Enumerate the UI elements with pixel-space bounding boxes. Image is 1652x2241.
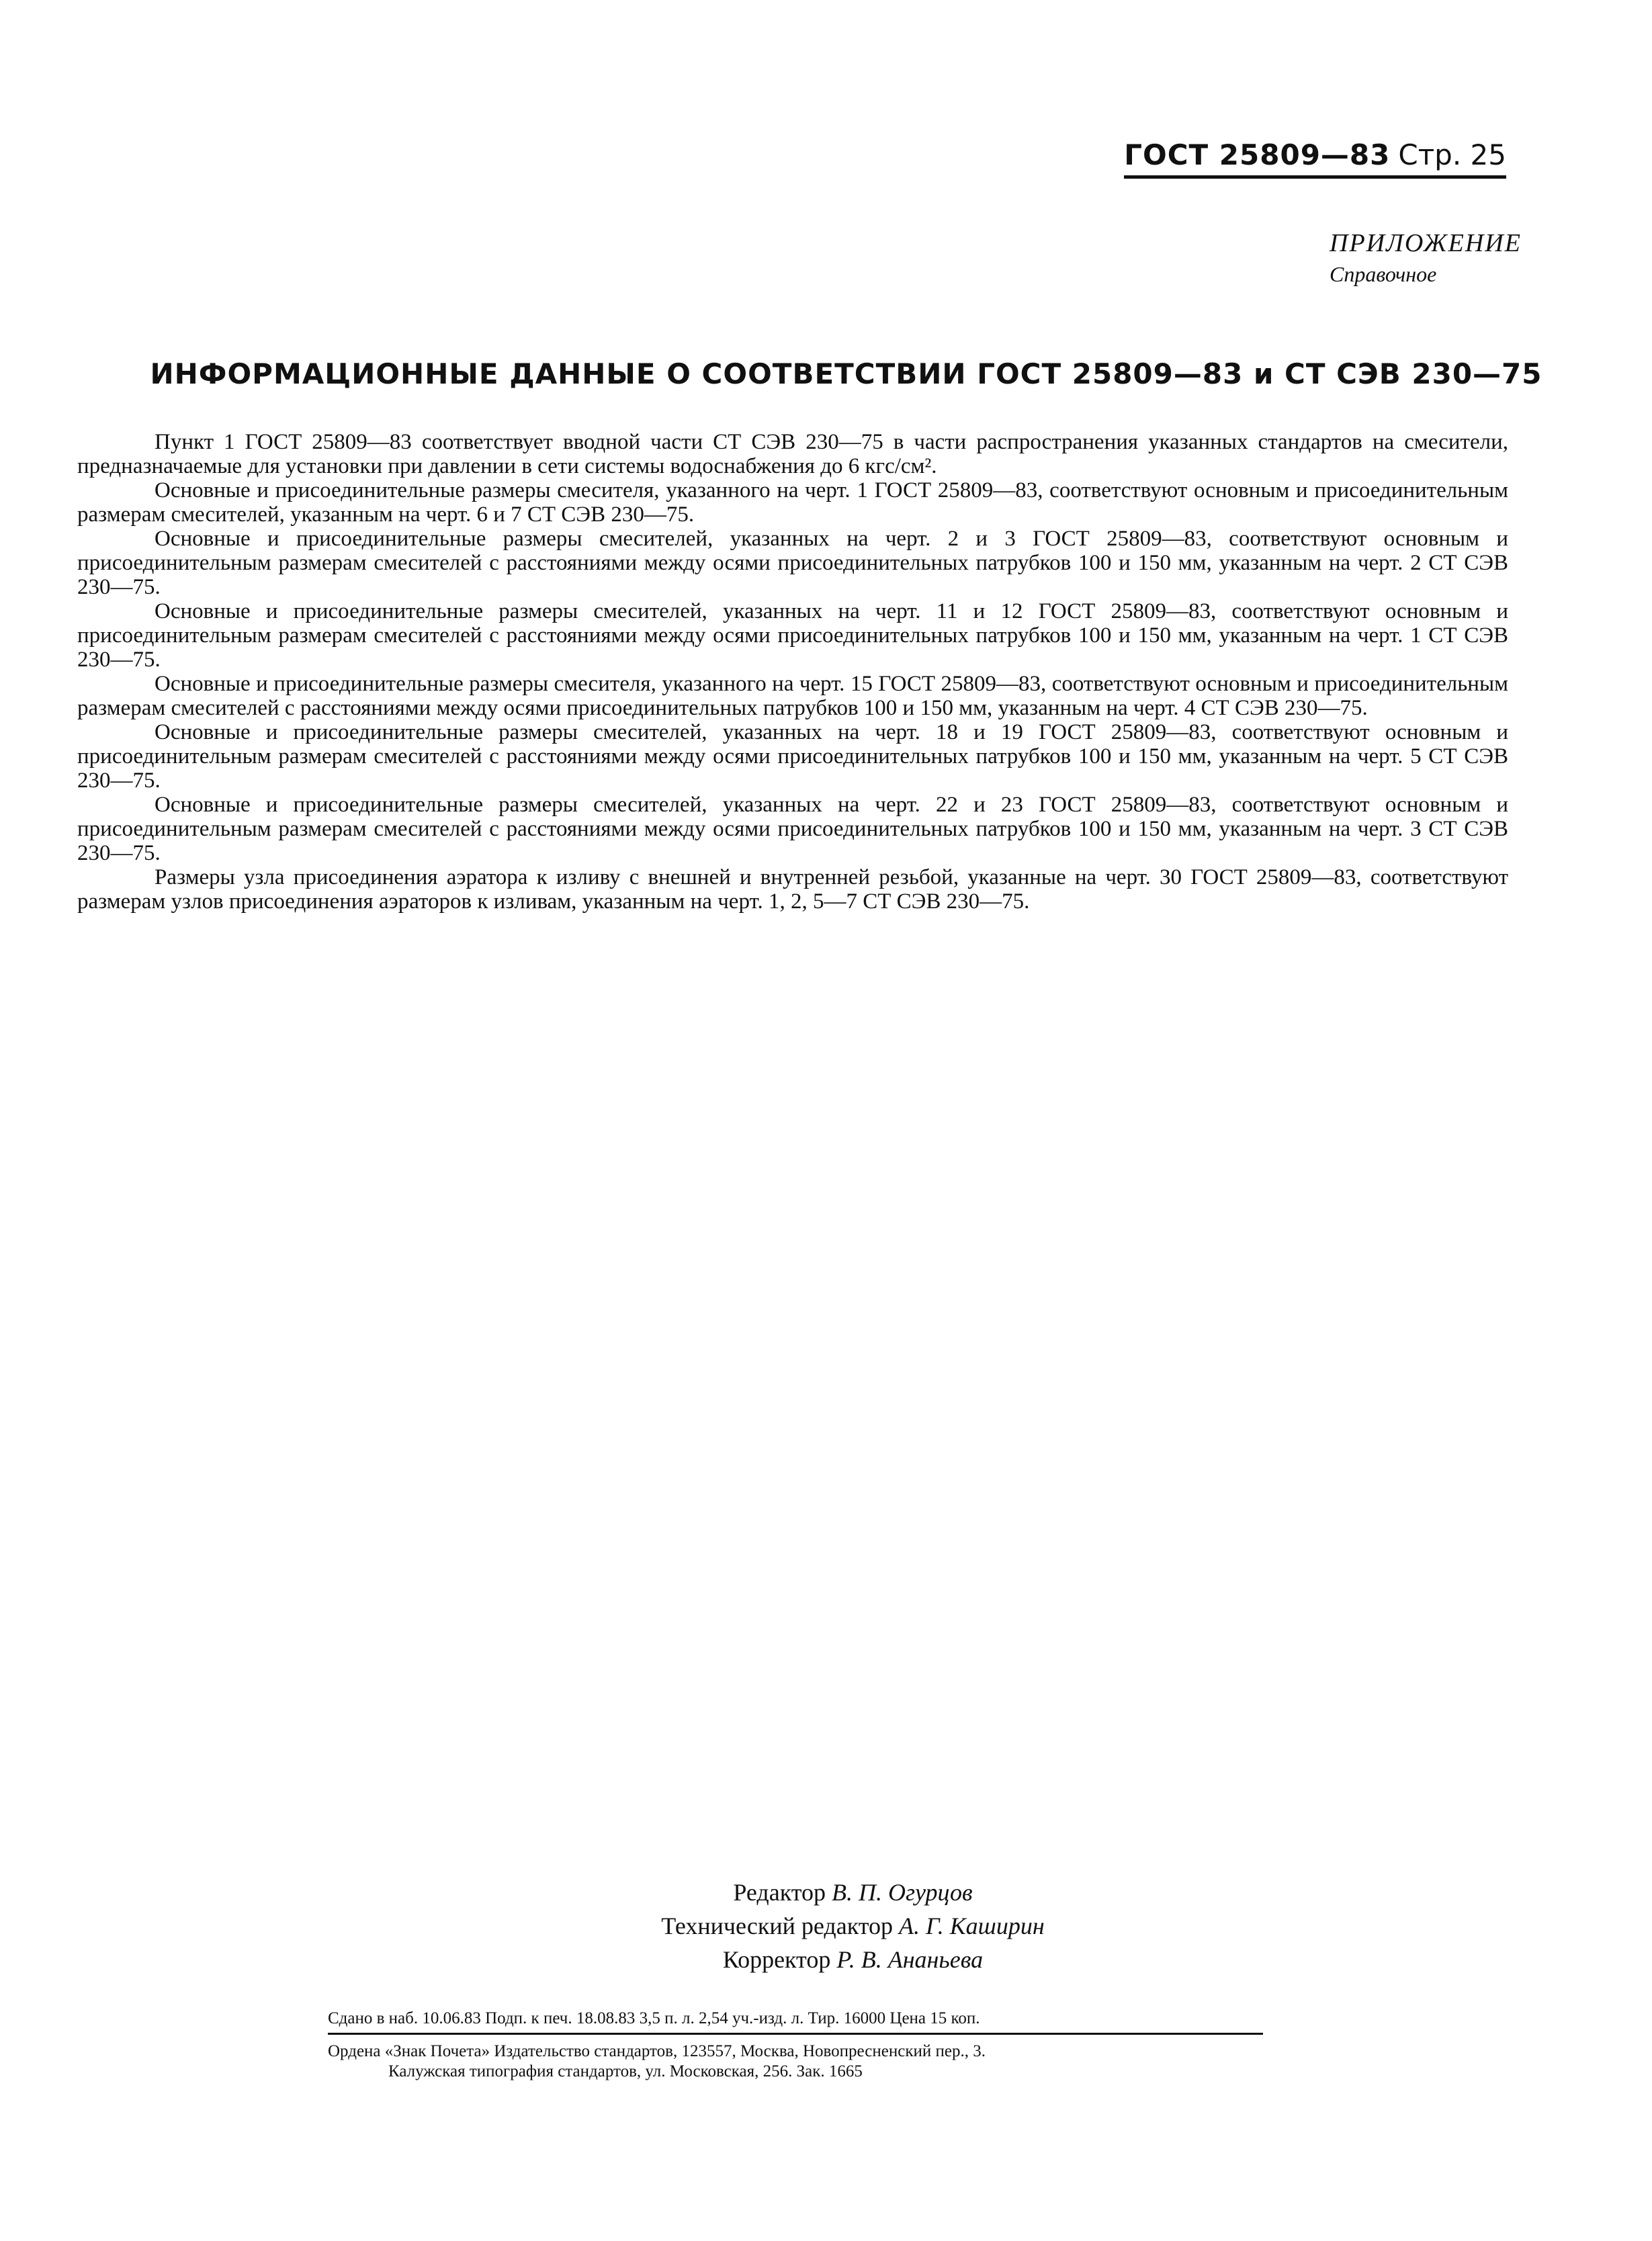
appendix-label [1330, 228, 1522, 287]
editor-line [54, 1876, 1652, 1909]
paragraph: Основные и присоединительные размеры смесителей, указанных на черт. 22 и 23 ГОСТ 25809—83, соответствуют основным и присоединительным размерам смесителей с расстояниями между осями присоединительных патрубков 100 и 150 мм, указанным на черт. 3 СТ СЭВ 230—75. [77, 793, 1508, 865]
page-header [1124, 138, 1506, 179]
credits-block [0, 1876, 1652, 1976]
standard-number: ГОСТ 25809—83 [1124, 138, 1391, 171]
proofreader-name: Р. В. Ананьева [836, 1946, 984, 1973]
imprint-printer: Калужская типография стандартов, ул. Московская, 256. Зак. 1665 [388, 2062, 863, 2080]
tech-editor-name: А. Г. Каширин [899, 1913, 1045, 1939]
imprint-block [328, 2009, 1263, 2082]
paragraph: Основные и присоединительные размеры смесителей, указанных на черт. 18 и 19 ГОСТ 25809—83, соответствуют основным и присоединительным размерам смесителей с расстояниями между осями присоединительных патрубков 100 и 150 мм, указанным на черт. 5 СТ СЭВ 230—75. [77, 720, 1508, 793]
paragraph: Основные и присоединительные размеры смесителей, указанных на черт. 11 и 12 ГОСТ 25809—83, соответствуют основным и присоединительным размерам смесителей с расстояниями между осями присоединительных патрубков 100 и 150 мм, указанным на черт. 1 СТ СЭВ 230—75. [77, 599, 1508, 672]
document-title: ИНФОРМАЦИОННЫЕ ДАННЫЕ О СООТВЕТСТВИИ ГОСТ 25809—83 и СТ СЭВ 230—75 [150, 357, 1542, 390]
page-number: Стр. 25 [1398, 138, 1506, 171]
imprint-print-data: Сдано в наб. 10.06.83 Подп. к печ. 18.08.83 3,5 п. л. 2,54 уч.-изд. л. Тир. 16000 Цена 15 коп. [328, 2009, 1263, 2035]
proofreader-line [54, 1943, 1652, 1976]
paragraph: Основные и присоединительные размеры смесителей, указанных на черт. 2 и 3 ГОСТ 25809—83, соответствуют основным и присоединительным размерам смесителей с расстояниями между осями присоединительных патрубков 100 и 150 мм, указанным на черт. 2 СТ СЭВ 230—75. [77, 527, 1508, 599]
proofreader-label: Корректор [722, 1946, 831, 1973]
paragraph: Пункт 1 ГОСТ 25809—83 соответствует вводной части СТ СЭВ 230—75 в части распространения указанных стандартов на смесители, предназначаемые для установки при давлении в сети системы водоснабжения до 6 кгс/см². [77, 430, 1508, 478]
imprint-publisher: Ордена «Знак Почета» Издательство стандартов, 123557, Москва, Новопресненский пер., 3. [328, 2042, 986, 2060]
body-text [77, 430, 1508, 914]
paragraph: Размеры узла присоединения аэратора к изливу с внешней и внутренней резьбой, указанные на черт. 30 ГОСТ 25809—83, соответствуют размерам узлов присоединения аэраторов к изливам, указанным на черт. 1, 2, 5—7 СТ СЭВ 230—75. [77, 865, 1508, 914]
paragraph: Основные и присоединительные размеры смесителя, указанного на черт. 15 ГОСТ 25809—83, соответствуют основным и присоединительным размерам смесителей с расстояниями между осями присоединительных патрубков 100 и 150 мм, указанным на черт. 4 СТ СЭВ 230—75. [77, 672, 1508, 720]
paragraph: Основные и присоединительные размеры смесителя, указанного на черт. 1 ГОСТ 25809—83, соответствуют основным и присоединительным размерам смесителей, указанным на черт. 6 и 7 СТ СЭВ 230—75. [77, 478, 1508, 527]
editor-name: В. П. Огурцов [832, 1879, 973, 1906]
editor-label: Редактор [733, 1879, 826, 1906]
tech-editor-label: Технический редактор [661, 1913, 893, 1939]
appendix-title: ПРИЛОЖЕНИЕ [1330, 229, 1522, 257]
appendix-subtitle: Справочное [1330, 262, 1437, 286]
tech-editor-line [54, 1909, 1652, 1943]
